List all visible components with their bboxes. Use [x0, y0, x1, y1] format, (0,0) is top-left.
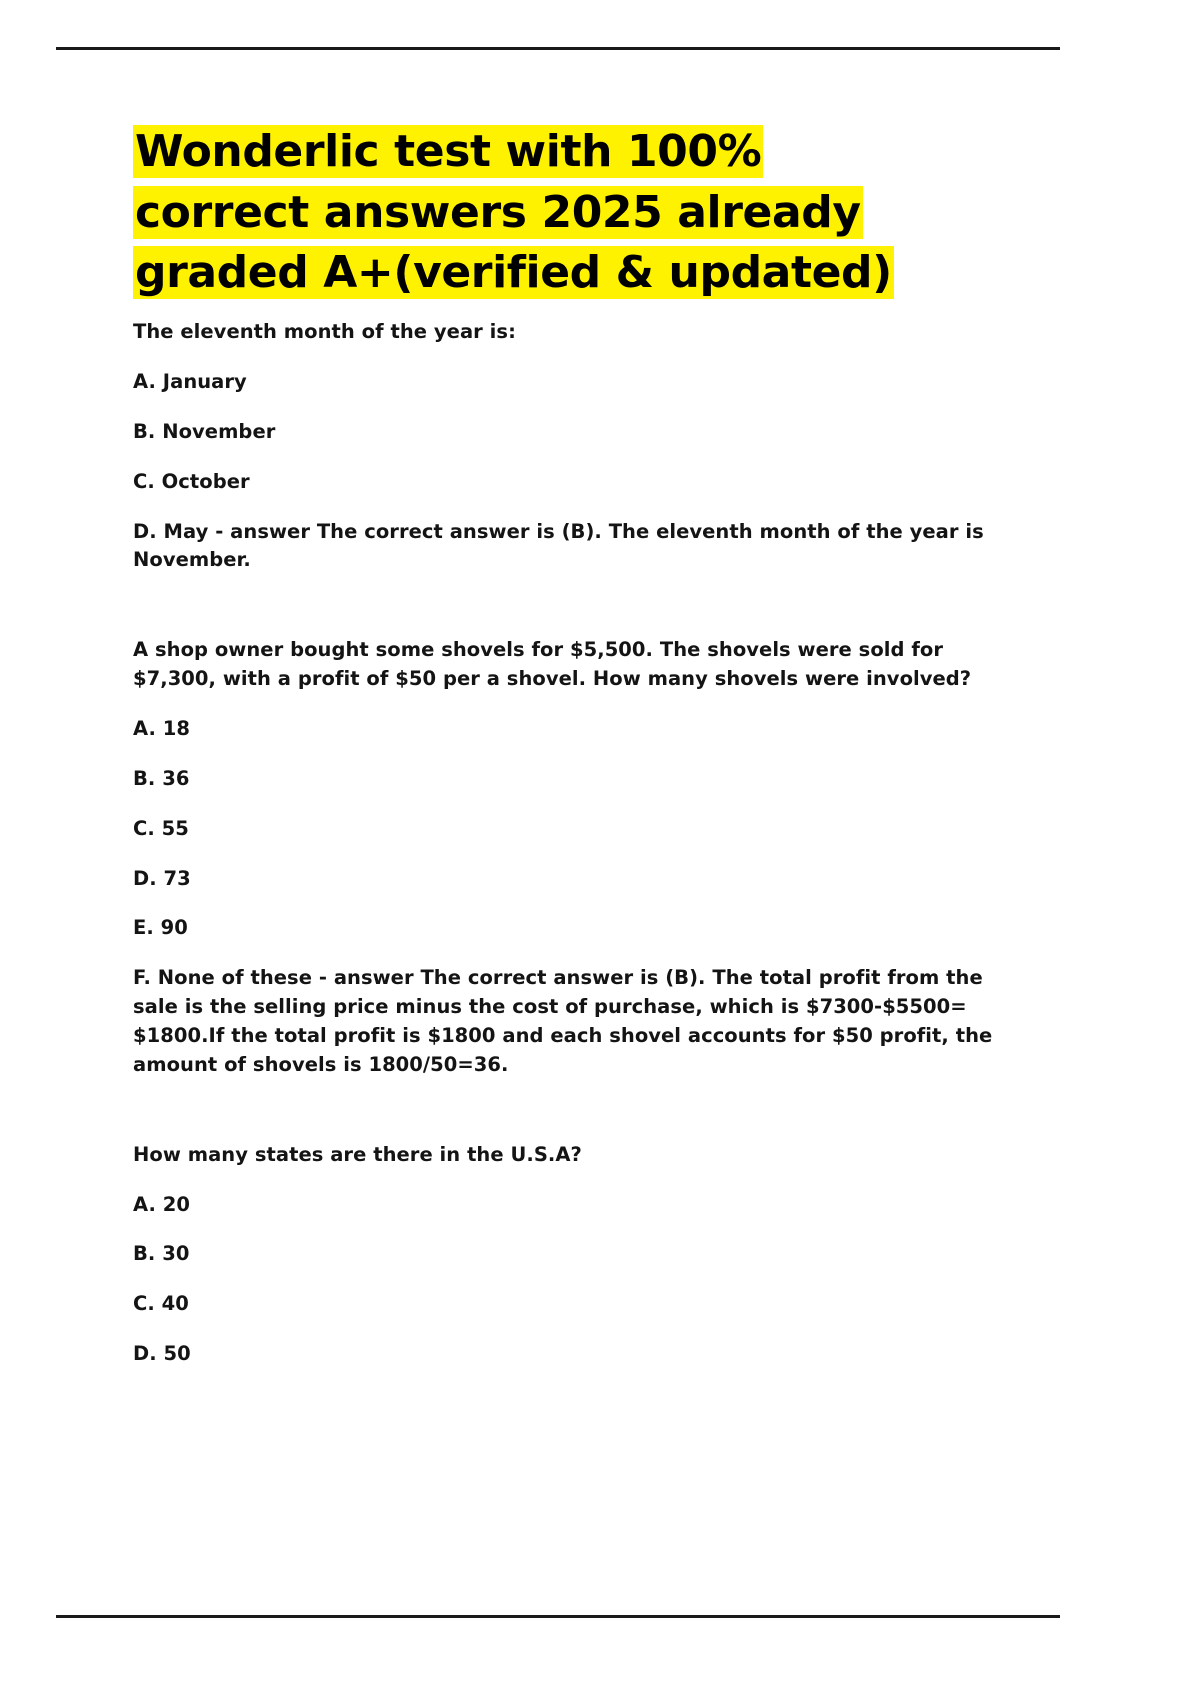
question-block-1 — [133, 318, 1013, 575]
section-spacer — [133, 1101, 1013, 1141]
question-option: C. 40 — [133, 1292, 189, 1316]
document-content — [133, 122, 1013, 1690]
question-option: C. 55 — [133, 816, 189, 840]
question-answer: D. May - answer The correct answer is (B). The eleventh month of the year is November. — [133, 519, 984, 572]
question-option: B. 36 — [133, 766, 190, 790]
question-option: B. November — [133, 419, 276, 443]
question-stem: How many states are there in the U.S.A? — [133, 1142, 582, 1166]
section-spacer — [133, 596, 1013, 636]
page-bottom-spacer — [133, 1390, 1013, 1690]
question-block-3 — [133, 1141, 1013, 1369]
page-title-line-1: Wonderlic test with 100% — [135, 126, 762, 177]
page-title-line-2: correct answers 2025 already — [135, 186, 861, 238]
question-block-2 — [133, 636, 1013, 1079]
question-option: B. 30 — [133, 1242, 190, 1266]
question-option: C. October — [133, 469, 250, 493]
question-option: D. 50 — [133, 1342, 191, 1366]
page-title — [133, 122, 1013, 304]
question-stem: The eleventh month of the year is: — [133, 320, 516, 344]
question-answer: F. None of these - answer The correct answer is (B). The total profit from the sale is the selling price minus the cost of purchase, which is $7300-$5500= $1800.If the total profit is $1800 and each shovel accounts for $50 profit, the amount of shovels is 1800/50=36. — [133, 966, 993, 1076]
page-title-line-3: graded A+(verified & updated) — [135, 247, 892, 299]
question-stem: A shop owner bought some shovels for $5,500. The shovels were sold for $7,300, with a profit of $50 per a shovel. How many shovels were involved? — [133, 638, 972, 691]
question-option: E. 90 — [133, 916, 188, 940]
question-option: D. 73 — [133, 866, 191, 890]
question-option: A. January — [133, 370, 247, 394]
footer-rule — [56, 1615, 1060, 1618]
question-option: A. 18 — [133, 717, 191, 741]
question-option: A. 20 — [133, 1192, 191, 1216]
header-rule — [56, 47, 1060, 50]
